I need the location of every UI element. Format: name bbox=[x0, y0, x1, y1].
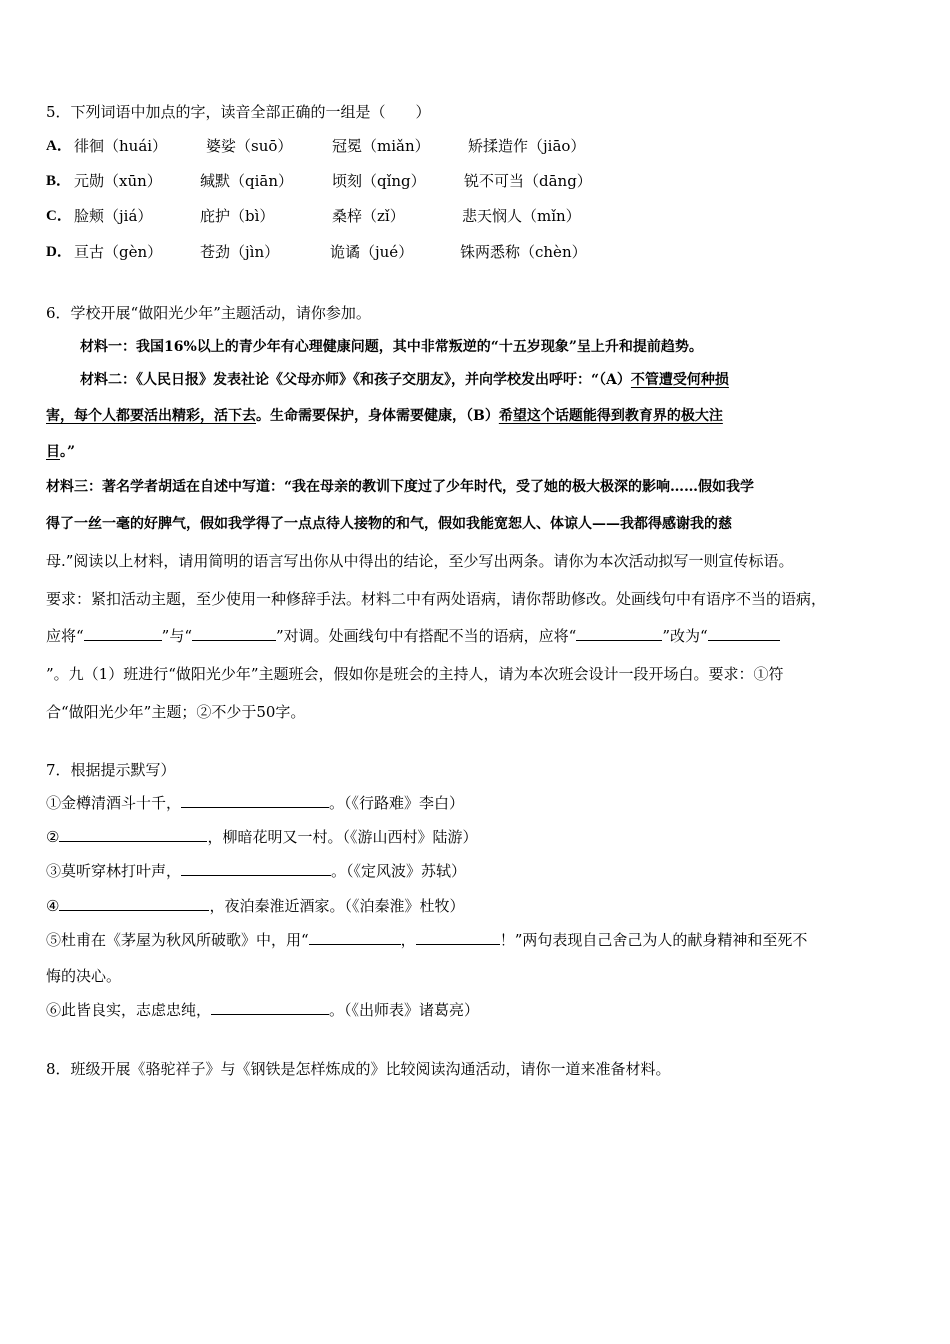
answer-blank[interactable] bbox=[59, 827, 207, 842]
answer-blank[interactable] bbox=[416, 930, 500, 945]
underlined-sentence-b: 希望这个话题能得到教育界的极大注 bbox=[498, 408, 723, 424]
text-segment: 。生命需要保护，身体需要健康，（B） bbox=[256, 408, 499, 424]
text-segment: ⑥此皆良实，志虑忠纯， bbox=[46, 1001, 212, 1019]
option-item: 悲天悯人（mǐn） bbox=[462, 207, 581, 225]
q6-material-3-line-2: 得了一丝一毫的好脾气，假如我学得了一点点待人接物的和气，假如我能宽恕人、体谅人——我都得感谢我的慈 bbox=[46, 516, 732, 532]
q6-task-line-2: 要求：紧扣活动主题，至少使用一种修辞手法。材料二中有两处语病，请你帮助修改。处画线句中有语序不当的语病， bbox=[46, 590, 827, 608]
option-item: 锐不可当（dāng） bbox=[464, 172, 592, 190]
option-item: 冠冕（miǎn） bbox=[332, 137, 430, 155]
option-item: 顷刻（qǐng） bbox=[332, 172, 426, 190]
text-segment: ， bbox=[400, 931, 416, 949]
q7-item-5 bbox=[46, 930, 807, 950]
answer-blank[interactable] bbox=[59, 896, 209, 911]
answer-blank[interactable] bbox=[309, 930, 401, 945]
q7-item-1 bbox=[46, 793, 464, 813]
option-label: A． bbox=[46, 138, 72, 154]
q7-item-5-cont: 悔的决心。 bbox=[46, 967, 122, 985]
answer-blank[interactable] bbox=[181, 793, 329, 808]
q6-material-3-line-1: 材料三：著名学者胡适在自述中写道：“我在母亲的教训下度过了少年时代，受了她的极大极深的影响……假如我学 bbox=[46, 479, 755, 495]
text-segment: 应将“ bbox=[46, 627, 84, 645]
answer-blank[interactable] bbox=[211, 1000, 329, 1015]
underlined-sentence-b: 目 bbox=[46, 444, 60, 460]
q7-item-6 bbox=[46, 1000, 479, 1020]
q6-task-line-1: 母.”阅读以上材料，请用简明的语言写出你从中得出的结论，至少写出两条。请你为本次活动拟写一则宣传标语。 bbox=[46, 552, 794, 570]
option-item: 诡谲（jué） bbox=[330, 243, 414, 261]
answer-blank[interactable] bbox=[192, 626, 276, 641]
q6-task-line-4: ”。九（1）班进行“做阳光少年”主题班会，假如你是班会的主持人，请为本次班会设计一段开场白。要求：①符 bbox=[46, 665, 784, 683]
answer-blank[interactable] bbox=[181, 861, 331, 876]
option-label: B． bbox=[46, 173, 72, 189]
underlined-sentence-a: 害，每个人都要活出精彩，活下去 bbox=[46, 408, 256, 424]
text-segment: ”对调。处画线句中有搭配不当的语病，应将“ bbox=[276, 627, 577, 645]
q6-stem: 6．学校开展“做阳光少年”主题活动，请你参加。 bbox=[46, 304, 371, 322]
text-segment: ！”两句表现自己舍己为人的献身精神和至死不 bbox=[499, 931, 808, 949]
text-segment: ② bbox=[46, 828, 60, 846]
option-item: 元勋（xūn） bbox=[74, 172, 162, 190]
text-segment: 。（《定风波》苏轼） bbox=[331, 862, 467, 880]
text-segment: 。（《出师表》诸葛亮） bbox=[329, 1001, 480, 1019]
q7-stem: 7．根据提示默写） bbox=[46, 761, 176, 779]
option-item: 桑梓（zǐ） bbox=[332, 207, 405, 225]
text-segment: ⑤杜甫在《茅屋为秋风所破歌》中，用“ bbox=[46, 931, 309, 949]
q6-material-2-line-3 bbox=[46, 442, 75, 462]
q8-stem: 8．班级开展《骆驼祥子》与《钢铁是怎样炼成的》比较阅读沟通活动，请你一道来准备材料。 bbox=[46, 1060, 671, 1078]
q6-task-line-5: 合“做阳光少年”主题；②不少于50字。 bbox=[46, 703, 306, 721]
option-item: 铢两悉称（chèn） bbox=[460, 243, 587, 261]
text-segment: 材料二：《人民日报》发表社论《父母亦师》《和孩子交朋友》，并向学校发出呼吁：“（A） bbox=[80, 372, 631, 388]
option-item: 矫揉造作（jiāo） bbox=[468, 137, 586, 155]
q6-material-2-line-1 bbox=[80, 370, 729, 390]
q7-item-2 bbox=[46, 827, 477, 847]
text-segment: ③莫听穿林打叶声， bbox=[46, 862, 182, 880]
option-label: D． bbox=[46, 244, 72, 260]
q7-item-3 bbox=[46, 861, 466, 881]
answer-blank[interactable] bbox=[576, 626, 662, 641]
option-item: 婆娑（suō） bbox=[206, 137, 293, 155]
option-item: 亘古（gèn） bbox=[74, 243, 163, 261]
q5-stem: 5．下列词语中加点的字，读音全部正确的一组是（ ） bbox=[46, 103, 431, 121]
answer-blank[interactable] bbox=[708, 626, 780, 641]
q7-item-4 bbox=[46, 896, 464, 916]
text-segment: 。” bbox=[60, 444, 76, 460]
underlined-sentence-a: 不管遭受何种损 bbox=[630, 372, 729, 388]
option-item: 脸颊（jiá） bbox=[74, 207, 153, 225]
option-item: 庇护（bì） bbox=[200, 207, 275, 225]
text-segment: ④ bbox=[46, 897, 60, 915]
option-item: 徘徊（huái） bbox=[74, 137, 168, 155]
text-segment: ①金樽清酒斗十千， bbox=[46, 794, 182, 812]
text-segment: ，夜泊秦淮近酒家。（《泊秦淮》杜牧） bbox=[209, 897, 465, 915]
answer-blank[interactable] bbox=[84, 626, 162, 641]
q6-material-1: 材料一：我国16%以上的青少年有心理健康问题，其中非常叛逆的“十五岁现象”呈上升和提前趋势。 bbox=[80, 339, 703, 355]
q6-material-2-line-2 bbox=[46, 406, 723, 426]
text-segment: ”与“ bbox=[161, 627, 193, 645]
text-segment: ，柳暗花明又一村。（《游山西村》陆游） bbox=[207, 828, 478, 846]
text-segment: ”改为“ bbox=[662, 627, 708, 645]
text-segment: 。（《行路难》李白） bbox=[329, 794, 465, 812]
q6-task-line-3 bbox=[46, 626, 780, 646]
option-item: 缄默（qiān） bbox=[200, 172, 294, 190]
option-item: 苍劲（jìn） bbox=[200, 243, 280, 261]
option-label: C． bbox=[46, 208, 72, 224]
